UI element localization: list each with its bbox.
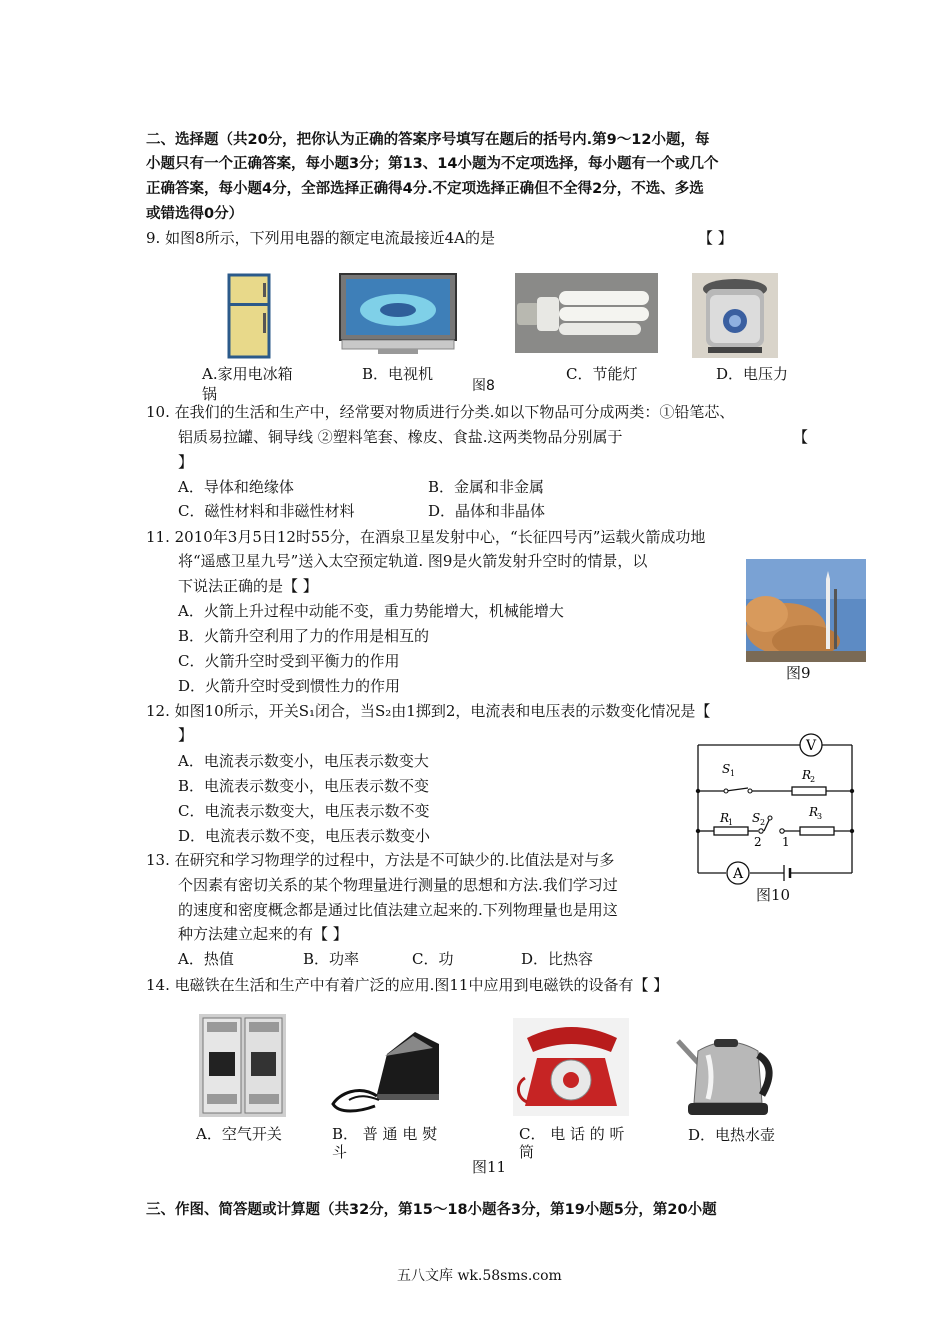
section3-line: 三、作图、简答题或计算题（共32分，第15～18小题各3分，第19小题5分，第20小题 (146, 1202, 717, 1218)
r2-label: R (802, 768, 812, 782)
figure-8-caption: 图8 (472, 378, 495, 394)
s2-label: S (752, 811, 761, 825)
q9-bracket: 【 】 (698, 229, 733, 247)
section2-line-3: 正确答案，每小题4分，全部选择正确得4分.不定项选择正确但不全得2分，不选、多选 (146, 181, 704, 197)
electric-kettle-image (674, 1027, 780, 1119)
q14-option-c-cont: 筒 (519, 1143, 535, 1161)
s1-subscript: 1 (730, 769, 736, 778)
q13-line-3: 的速度和密度概念都是通过比值法建立起来的.下列物理量也是用这 (178, 901, 618, 919)
r3-label: R (809, 805, 819, 819)
section2-line-2: 小题只有一个正确答案，每小题3分；第13、14小题为不定项选择，每小题有一个或几个 (146, 156, 719, 172)
cfl-lamp-image (515, 273, 658, 353)
voltmeter-label: V (805, 738, 817, 754)
q9-text: 9. 如图8所示，下列用电器的额定电流最接近4A的是 (146, 229, 496, 247)
q14-option-b: B． 普 通 电 熨 (332, 1125, 438, 1143)
air-switch-image (199, 1014, 286, 1117)
q10-option-a: A．导体和绝缘体 (178, 478, 294, 496)
r3-subscript: 3 (817, 812, 823, 821)
q11-option-c: C．火箭升空时受到平衡力的作用 (178, 652, 400, 670)
switch-position-1: 1 (782, 835, 790, 849)
q14-option-c: C． 电 话 的 听 (519, 1125, 625, 1143)
q12-option-c: C．电流表示数变大，电压表示数不变 (178, 802, 430, 820)
q10-line-2: 铝质易拉罐、铜导线 ②塑料笔套、橡皮、食盐.这两类物品分别属于 (178, 428, 623, 446)
r1-subscript: 1 (728, 818, 734, 827)
q13-option-b: B．功率 (303, 950, 360, 968)
q11-line-2: 将“遥感卫星九号”送入太空预定轨道. 图9是火箭发射升空时的情景，以 (178, 552, 648, 570)
tv-image (338, 272, 458, 355)
q10-bracket-open: 【 (793, 428, 809, 446)
figure-11-caption: 图11 (472, 1158, 507, 1176)
circuit-diagram (690, 728, 860, 888)
r1-label: R (720, 811, 730, 825)
r2-subscript: 2 (810, 775, 816, 784)
q13-line-2: 个因素有密切关系的某个物理量进行测量的思想和方法.我们学习过 (178, 876, 618, 894)
q9-option-a-cont: 锅 (202, 385, 218, 403)
q10-bracket-close: 】 (178, 453, 194, 471)
q14-option-a: A．空气开关 (196, 1125, 282, 1143)
q12-option-d: D．电流表示数不变，电压表示数变小 (178, 827, 431, 845)
q11-option-a: A．火箭上升过程中动能不变，重力势能增大，机械能增大 (178, 602, 564, 620)
section2-line-4: 或错选得0分） (146, 206, 244, 222)
telephone-image (513, 1018, 629, 1116)
pressure-cooker-image (692, 273, 778, 358)
q10-option-d: D．晶体和非晶体 (428, 502, 546, 520)
q14-text: 14. 电磁铁在生活和生产中有着广泛的应用.图11中应用到电磁铁的设备有【 】 (146, 976, 669, 994)
q11-option-d: D．火箭升空时受到惯性力的作用 (178, 677, 401, 695)
figure-10-caption: 图10 (756, 886, 791, 904)
fridge-image (225, 273, 273, 359)
q11-line-3: 下说法正确的是【 】 (178, 577, 318, 595)
q9-option-c: C．节能灯 (566, 365, 638, 383)
q9-option-b: B．电视机 (362, 365, 434, 383)
q11-line-1: 11. 2010年3月5日12时55分，在酒泉卫星发射中心，“长征四号丙”运载火箭成功地 (146, 528, 706, 546)
q13-option-a: A．热值 (178, 950, 234, 968)
q14-option-b-cont: 斗 (332, 1143, 348, 1161)
electric-iron-image (329, 1024, 443, 1118)
q13-line-1: 13. 在研究和学习物理学的过程中，方法是不可缺少的.比值法是对与多 (146, 851, 615, 869)
ammeter-label: A (732, 866, 744, 882)
q10-option-c: C．磁性材料和非磁性材料 (178, 502, 355, 520)
s2-subscript: 2 (760, 818, 766, 827)
q12-option-a: A．电流表示数变小，电压表示数变大 (178, 752, 429, 770)
footer-watermark: 五八文库 wk.58sms.com (397, 1268, 562, 1284)
q12-option-b: B．电流表示数变小，电压表示数不变 (178, 777, 430, 795)
rocket-launch-image (746, 559, 866, 662)
q14-option-d: D．电热水壶 (688, 1126, 776, 1144)
q11-option-b: B．火箭升空利用了力的作用是相互的 (178, 627, 430, 645)
q13-line-4: 种方法建立起来的有【 】 (178, 925, 348, 943)
q10-line-1: 10. 在我们的生活和生产中，经常要对物质进行分类.如以下物品可分成两类：①铅笔芯、 (146, 403, 735, 421)
q9-option-d: D．电压力 (716, 365, 789, 383)
figure-9-caption: 图9 (786, 664, 811, 682)
switch-position-2: 2 (754, 835, 762, 849)
section2-line-1: 二、选择题（共20分，把你认为正确的答案序号填写在题后的括号内.第9～12小题，每 (146, 132, 710, 148)
q12-line-1: 12. 如图10所示，开关S₁闭合，当S₂由1掷到2，电流表和电压表的示数变化情况是【 (146, 702, 711, 720)
q9-option-a: A.家用电冰箱 (202, 365, 293, 383)
q13-option-d: D．比热容 (521, 950, 594, 968)
q10-option-b: B．金属和非金属 (428, 478, 545, 496)
q13-option-c: C．功 (412, 950, 454, 968)
q12-line-2: 】 (178, 726, 194, 744)
s1-label: S (722, 762, 731, 776)
